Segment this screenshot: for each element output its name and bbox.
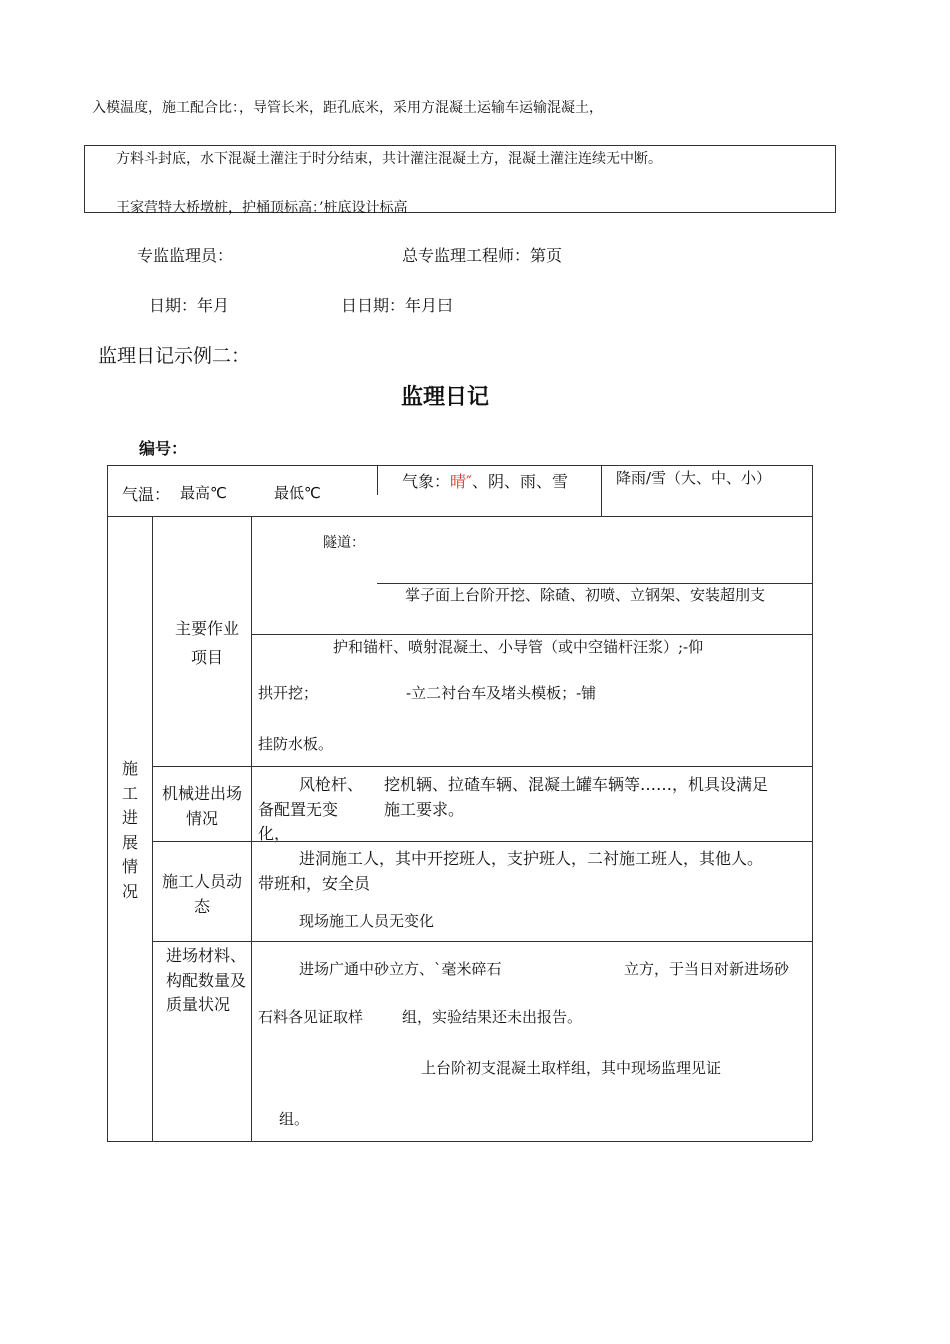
machine-line-5: 化，	[258, 824, 291, 843]
number-label: 编号：	[139, 439, 188, 458]
material-line-3: 石料各见证取样	[258, 1008, 364, 1026]
top-line: 入模温度，施工配合比：，导管长米，距孔底米，采用方混凝土运输车运输混凝土，	[92, 100, 603, 116]
temp-high: 最高℃	[180, 484, 227, 502]
row3-bottom	[152, 941, 812, 942]
personnel-line-3: 现场施工人员无变化	[299, 912, 435, 930]
condition-label: 气象：	[402, 472, 451, 491]
material-line-1: 进场广通中砂立方、`毫米碎石	[299, 960, 502, 978]
other-conditions: 、阴、雨、雪	[472, 472, 569, 491]
table-bottom-border	[107, 1141, 812, 1142]
row-label-materials: 进场材料、构配数量及质量状况	[166, 946, 247, 1014]
row-label-main-work: 主要作业项目	[174, 619, 239, 667]
temp-label: 气温：	[122, 485, 171, 504]
material-line-4: 组，实验结果还未出报告。	[402, 1008, 583, 1026]
row-label-machinery: 机械进出场情况	[161, 784, 242, 828]
precipitation: 降雨/雪（大、中、小）	[616, 469, 772, 487]
sunny-option: 晴″	[450, 472, 472, 491]
material-line-2: 立方，于当日对新进场砂	[624, 960, 790, 978]
date-label-1: 日期：年月	[149, 296, 230, 315]
personnel-line-1: 进洞施工人，其中开挖班人，支护班人，二衬施工班人，其他人。	[299, 849, 764, 868]
work-line-5: 挂防水板。	[258, 735, 334, 753]
material-line-6: 组。	[279, 1110, 310, 1128]
row1-bottom	[152, 766, 812, 767]
machine-line-2: 挖机辆、拉碴车辆、混凝土罐车辆等……，机具设满足	[384, 775, 769, 794]
machine-line-3: 备配置无变	[258, 800, 339, 819]
weather-row-bottom	[107, 516, 812, 517]
row-label-personnel: 施工人员动态	[161, 872, 242, 916]
table-top-border	[107, 465, 812, 466]
machine-line-1: 风枪杆、	[299, 775, 364, 794]
work-line-2: 护和锚杆、喷射混凝土、小导管（或中空锚杆汪浆）;-仰	[333, 638, 704, 656]
row2-bottom	[152, 841, 812, 842]
weather-condition	[402, 469, 568, 492]
chief-engineer-label: 总专监理工程师：第页	[402, 246, 563, 265]
box-line-2: 王家营特大桥墩桩，护桶顶标高：’桩底设计标高	[116, 200, 408, 216]
label-col-divider	[251, 516, 252, 1141]
table-left-border	[107, 465, 108, 1141]
weather-divider-1	[377, 465, 378, 495]
table-right-border	[812, 465, 813, 1141]
material-line-5: 上台阶初支混凝土取样组，其中现场监理见证	[421, 1059, 722, 1077]
box-line-1: 方料斗封底，水下混凝土灌注于时分结束，共计灌注混凝土方，混凝土灌注连续无中断。	[116, 151, 662, 167]
personnel-line-2: 带班和，安全员	[258, 874, 371, 893]
doc-title: 监理日记	[401, 385, 490, 410]
date-label-2: 日日期：年月曰	[341, 296, 454, 315]
work-line-3: 拱开挖；	[258, 684, 319, 702]
example-heading: 监理日记示例二：	[98, 345, 251, 367]
weather-divider-2	[601, 465, 602, 516]
tunnel-label: 隧道：	[323, 535, 365, 551]
work-line-1: 掌子面上台阶开挖、除碴、初喷、立钢架、安装超刖支	[405, 586, 766, 604]
machine-line-4: 施工要求。	[384, 800, 465, 819]
section-col-divider	[152, 516, 153, 1141]
temp-low: 最低℃	[274, 484, 321, 502]
row1-mid-line	[251, 634, 812, 635]
section-label: 施工进展情况	[121, 759, 138, 901]
work-line-4: -立二衬台车及堵头模板；-铺	[406, 684, 597, 702]
supervisor-label: 专监监理员：	[137, 246, 234, 265]
